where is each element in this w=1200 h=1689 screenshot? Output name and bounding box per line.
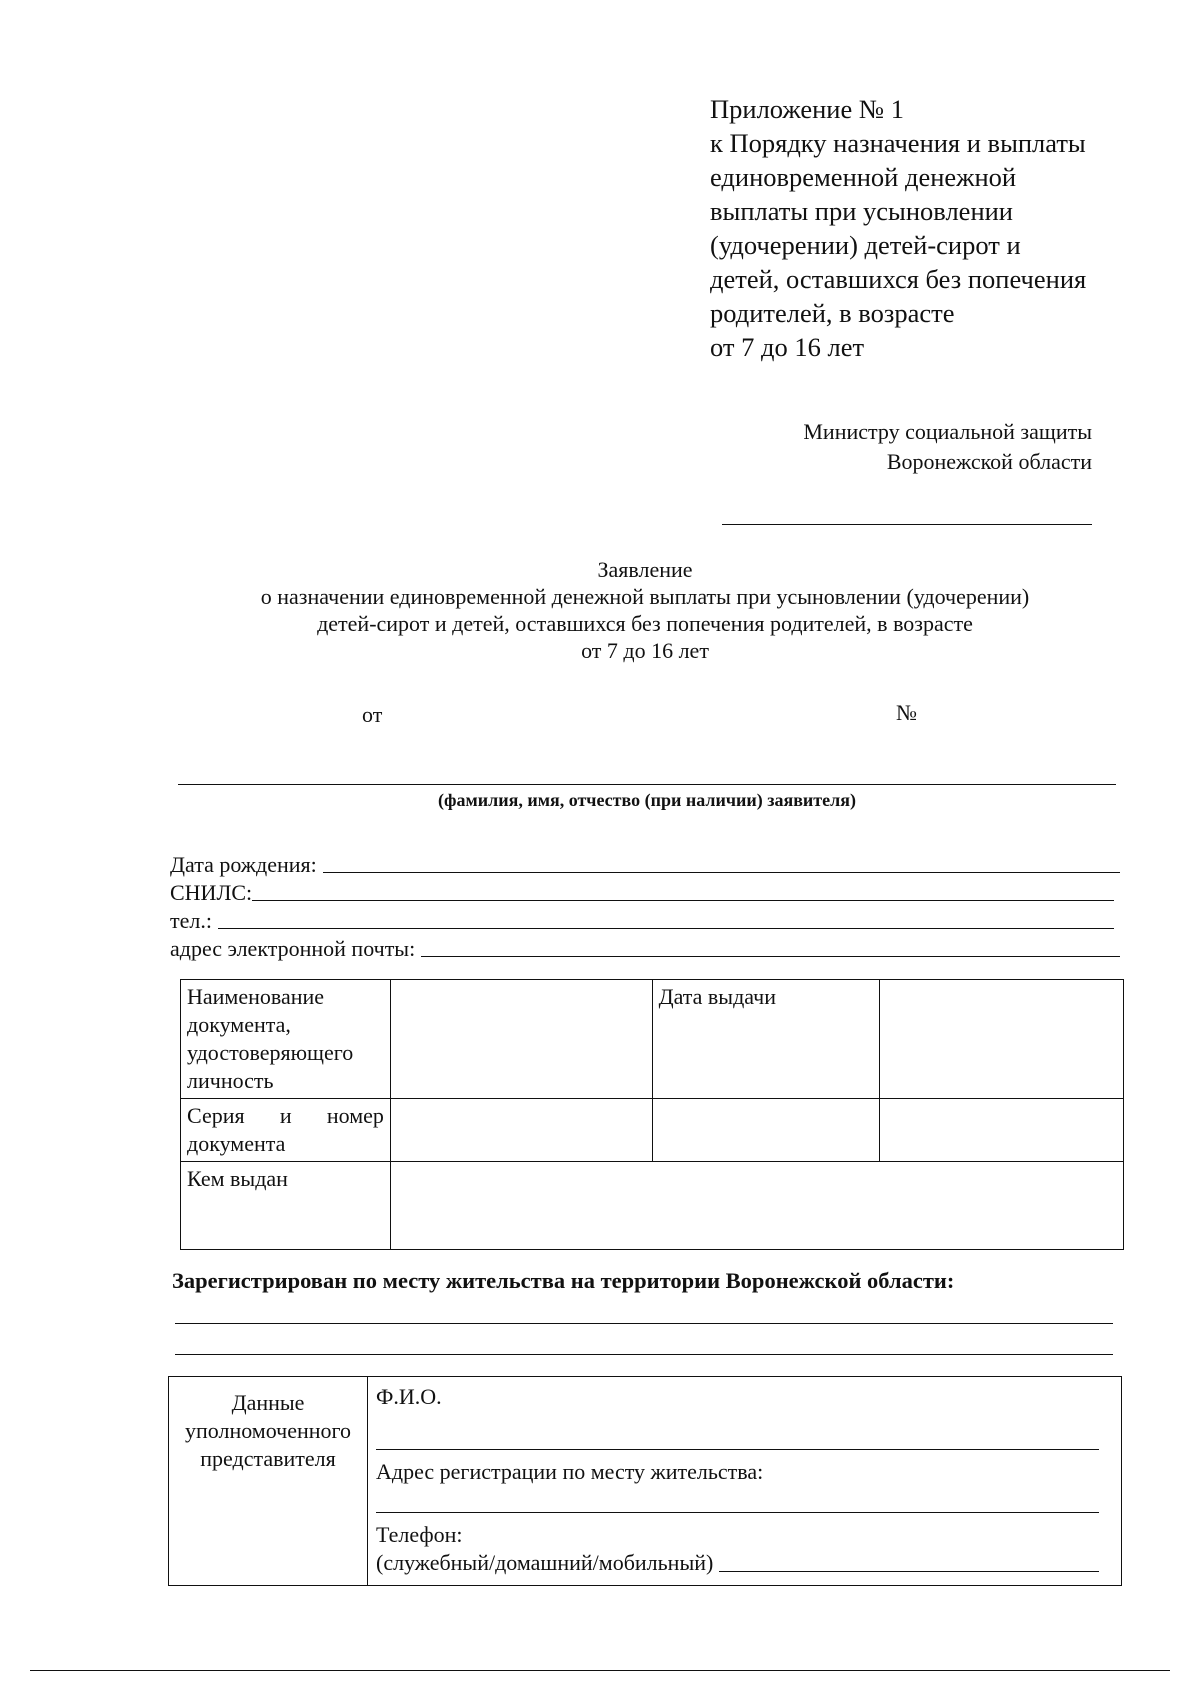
email-label: адрес электронной почты: xyxy=(170,936,416,961)
email-row xyxy=(170,934,1120,962)
snils-label: СНИЛС: xyxy=(170,880,253,905)
appendix-line: родителей, в возрасте xyxy=(710,298,955,328)
phone-field[interactable] xyxy=(218,928,1114,929)
number-label: № xyxy=(896,700,917,725)
series-word: и xyxy=(279,1103,292,1128)
phone-label: тел.: xyxy=(170,908,212,933)
rep-phone-types: (служебный/домашний/мобильный) xyxy=(376,1550,714,1575)
series-word: Серия xyxy=(187,1103,245,1128)
appendix-line: единовременной денежной xyxy=(710,162,1017,192)
series-word: номер xyxy=(326,1103,384,1128)
statement-line-1: о назначении единовременной денежной выплаты при усыновлении (удочерении) xyxy=(260,584,1030,609)
representative-label: Данные уполномоченного представителя xyxy=(169,1377,368,1586)
phone-row xyxy=(170,906,1114,934)
series-number-value[interactable] xyxy=(390,1099,652,1162)
applicant-name-caption: (фамилия, имя, отчество (при наличии) заявителя) xyxy=(438,790,856,810)
series-extra-cell[interactable] xyxy=(652,1099,880,1162)
appendix-line: выплаты при усыновлении xyxy=(710,196,1013,226)
registration-address-field[interactable] xyxy=(175,1354,1113,1355)
registration-address-field[interactable] xyxy=(175,1323,1113,1324)
addressee-line-1: Министру социальной защиты xyxy=(803,419,1092,444)
snils-row xyxy=(170,878,1114,906)
page-bottom-rule xyxy=(30,1670,1170,1671)
snils-field[interactable] xyxy=(252,900,1114,901)
series-extra-cell[interactable] xyxy=(880,1099,1124,1162)
series-word: документа xyxy=(187,1131,286,1156)
table-row xyxy=(181,1099,1124,1162)
appendix-line: (удочерении) детей-сирот и xyxy=(710,230,1021,260)
statement-line-2: детей-сирот и детей, оставшихся без попечения родителей, в возрасте xyxy=(317,611,973,636)
rep-fio-block[interactable] xyxy=(376,1383,1099,1450)
appendix-line: Приложение № 1 xyxy=(710,94,905,124)
doc-name-label: Наименование документа, удостоверяющего личность xyxy=(181,980,391,1099)
issued-by-value[interactable] xyxy=(390,1162,1123,1250)
representative-fields xyxy=(368,1377,1122,1586)
statement-line-3: от 7 до 16 лет xyxy=(581,638,709,663)
issue-date-value[interactable] xyxy=(880,980,1124,1099)
email-field[interactable] xyxy=(421,956,1120,957)
registration-heading: Зарегистрирован по месту жительства на территории Воронежской области: xyxy=(172,1268,955,1293)
identity-document-table xyxy=(180,979,1124,1250)
rep-address-block[interactable] xyxy=(376,1458,1099,1513)
rep-phone-block xyxy=(376,1521,1099,1577)
table-row xyxy=(181,980,1124,1099)
statement-heading xyxy=(170,556,1120,664)
addressee xyxy=(803,417,1092,477)
table-row xyxy=(169,1377,1122,1586)
appendix-line: детей, оставшихся без попечения xyxy=(710,264,1087,294)
table-row xyxy=(181,1162,1124,1250)
rep-fio-label: Ф.И.О. xyxy=(376,1384,442,1409)
birth-date-row xyxy=(170,850,1120,878)
appendix-header xyxy=(710,92,1150,364)
addressee-name-field[interactable] xyxy=(722,524,1092,525)
appendix-line: от 7 до 16 лет xyxy=(710,332,865,362)
series-number-label xyxy=(181,1099,391,1162)
statement-title: Заявление xyxy=(597,557,693,582)
rep-phone-label: Телефон: xyxy=(376,1522,463,1547)
issued-by-label: Кем выдан xyxy=(181,1162,391,1250)
issue-date-label: Дата выдачи xyxy=(652,980,880,1099)
birth-date-field[interactable] xyxy=(323,872,1120,873)
rep-phone-field[interactable] xyxy=(719,1571,1099,1572)
appendix-line: к Порядку назначения и выплаты xyxy=(710,128,1086,158)
birth-date-label: Дата рождения: xyxy=(170,852,317,877)
date-from-label: от xyxy=(362,702,383,727)
addressee-line-2: Воронежской области xyxy=(886,449,1092,474)
representative-table xyxy=(168,1376,1122,1586)
doc-name-value[interactable] xyxy=(390,980,652,1099)
applicant-name-field[interactable] xyxy=(178,784,1116,785)
rep-address-label: Адрес регистрации по месту жительства: xyxy=(376,1459,764,1484)
